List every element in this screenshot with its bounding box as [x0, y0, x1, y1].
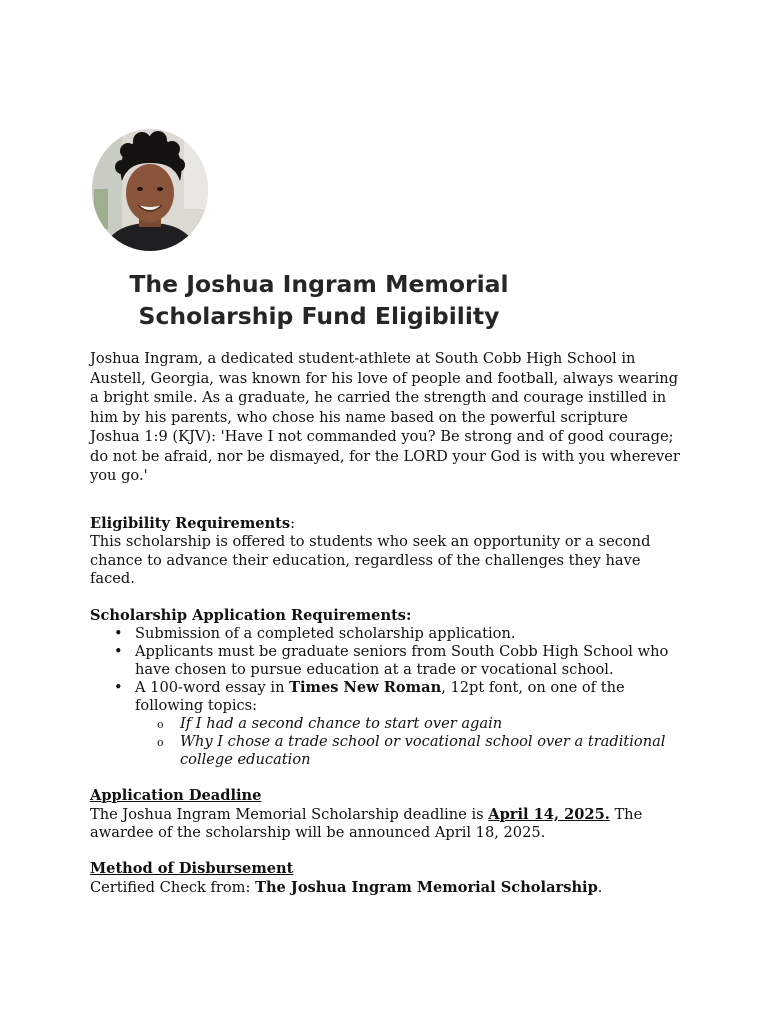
profile-photo	[92, 129, 208, 251]
application-requirements-list	[90, 625, 680, 769]
list-item: • Submission of a completed scholarship application.	[135, 625, 680, 643]
essay-topics-list	[135, 715, 680, 769]
title-line-2: Scholarship Fund Eligibility	[138, 302, 500, 330]
eligibility-heading-line	[90, 514, 680, 534]
disbursement-period: .	[597, 879, 603, 896]
page-title	[90, 268, 548, 332]
disbursement-prefix: Certified Check from:	[90, 879, 256, 896]
disbursement-text	[90, 878, 680, 898]
list-item: o Why I chose a trade school or vocational school over a traditional college education	[180, 733, 680, 769]
portrait-illustration	[92, 129, 208, 251]
deadline-date: April 14, 2025.	[488, 805, 610, 823]
intro-paragraph: Joshua Ingram, a dedicated student-athlete at South Cobb High School in Austell, Georgia, was known for his love of people and football, always wearing a bright smile. As a graduate, he carried the strength and courage instilled in him by his parents, who chose his name based on the powerful scripture Joshua 1:9 (KJV): 'Have I not commanded you? Be strong and of good courage; do not be afraid, nor be dismayed, for the LORD your God is with you wherever you go.'	[90, 350, 680, 484]
essay-font: Times New Roman	[289, 679, 442, 696]
essay-suffix: , 12pt font, on one of the following topics:	[135, 679, 625, 714]
deadline-text	[90, 806, 680, 842]
deadline-suffix: The awardee of the scholarship will be announced April 18, 2025.	[90, 805, 643, 841]
deadline-prefix: The Joshua Ingram Memorial Scholarship deadline is	[90, 805, 489, 823]
title-line-1: The Joshua Ingram Memorial	[129, 270, 509, 298]
eligibility-colon: :	[290, 514, 296, 532]
eligibility-heading: Eligibility Requirements	[90, 514, 291, 532]
disbursement-payee: The Joshua Ingram Memorial Scholarship	[255, 879, 598, 896]
document-body	[90, 349, 680, 898]
deadline-heading: Application Deadline	[90, 787, 262, 804]
list-item-essay	[135, 679, 680, 769]
essay-prefix: A 100-word essay in	[135, 679, 290, 696]
disbursement-heading: Method of Disbursement	[90, 859, 294, 877]
application-heading: Scholarship Application Requirements:	[90, 606, 412, 624]
list-item: • Applicants must be graduate seniors from South Cobb High School who have chosen to pursue education at a trade or vocational school.	[135, 643, 680, 679]
eligibility-text: This scholarship is offered to students who seek an opportunity or a second chance to advance their education, regardless of the challenges they have faced.	[90, 533, 651, 587]
list-item: o If I had a second chance to start over again	[180, 715, 680, 733]
